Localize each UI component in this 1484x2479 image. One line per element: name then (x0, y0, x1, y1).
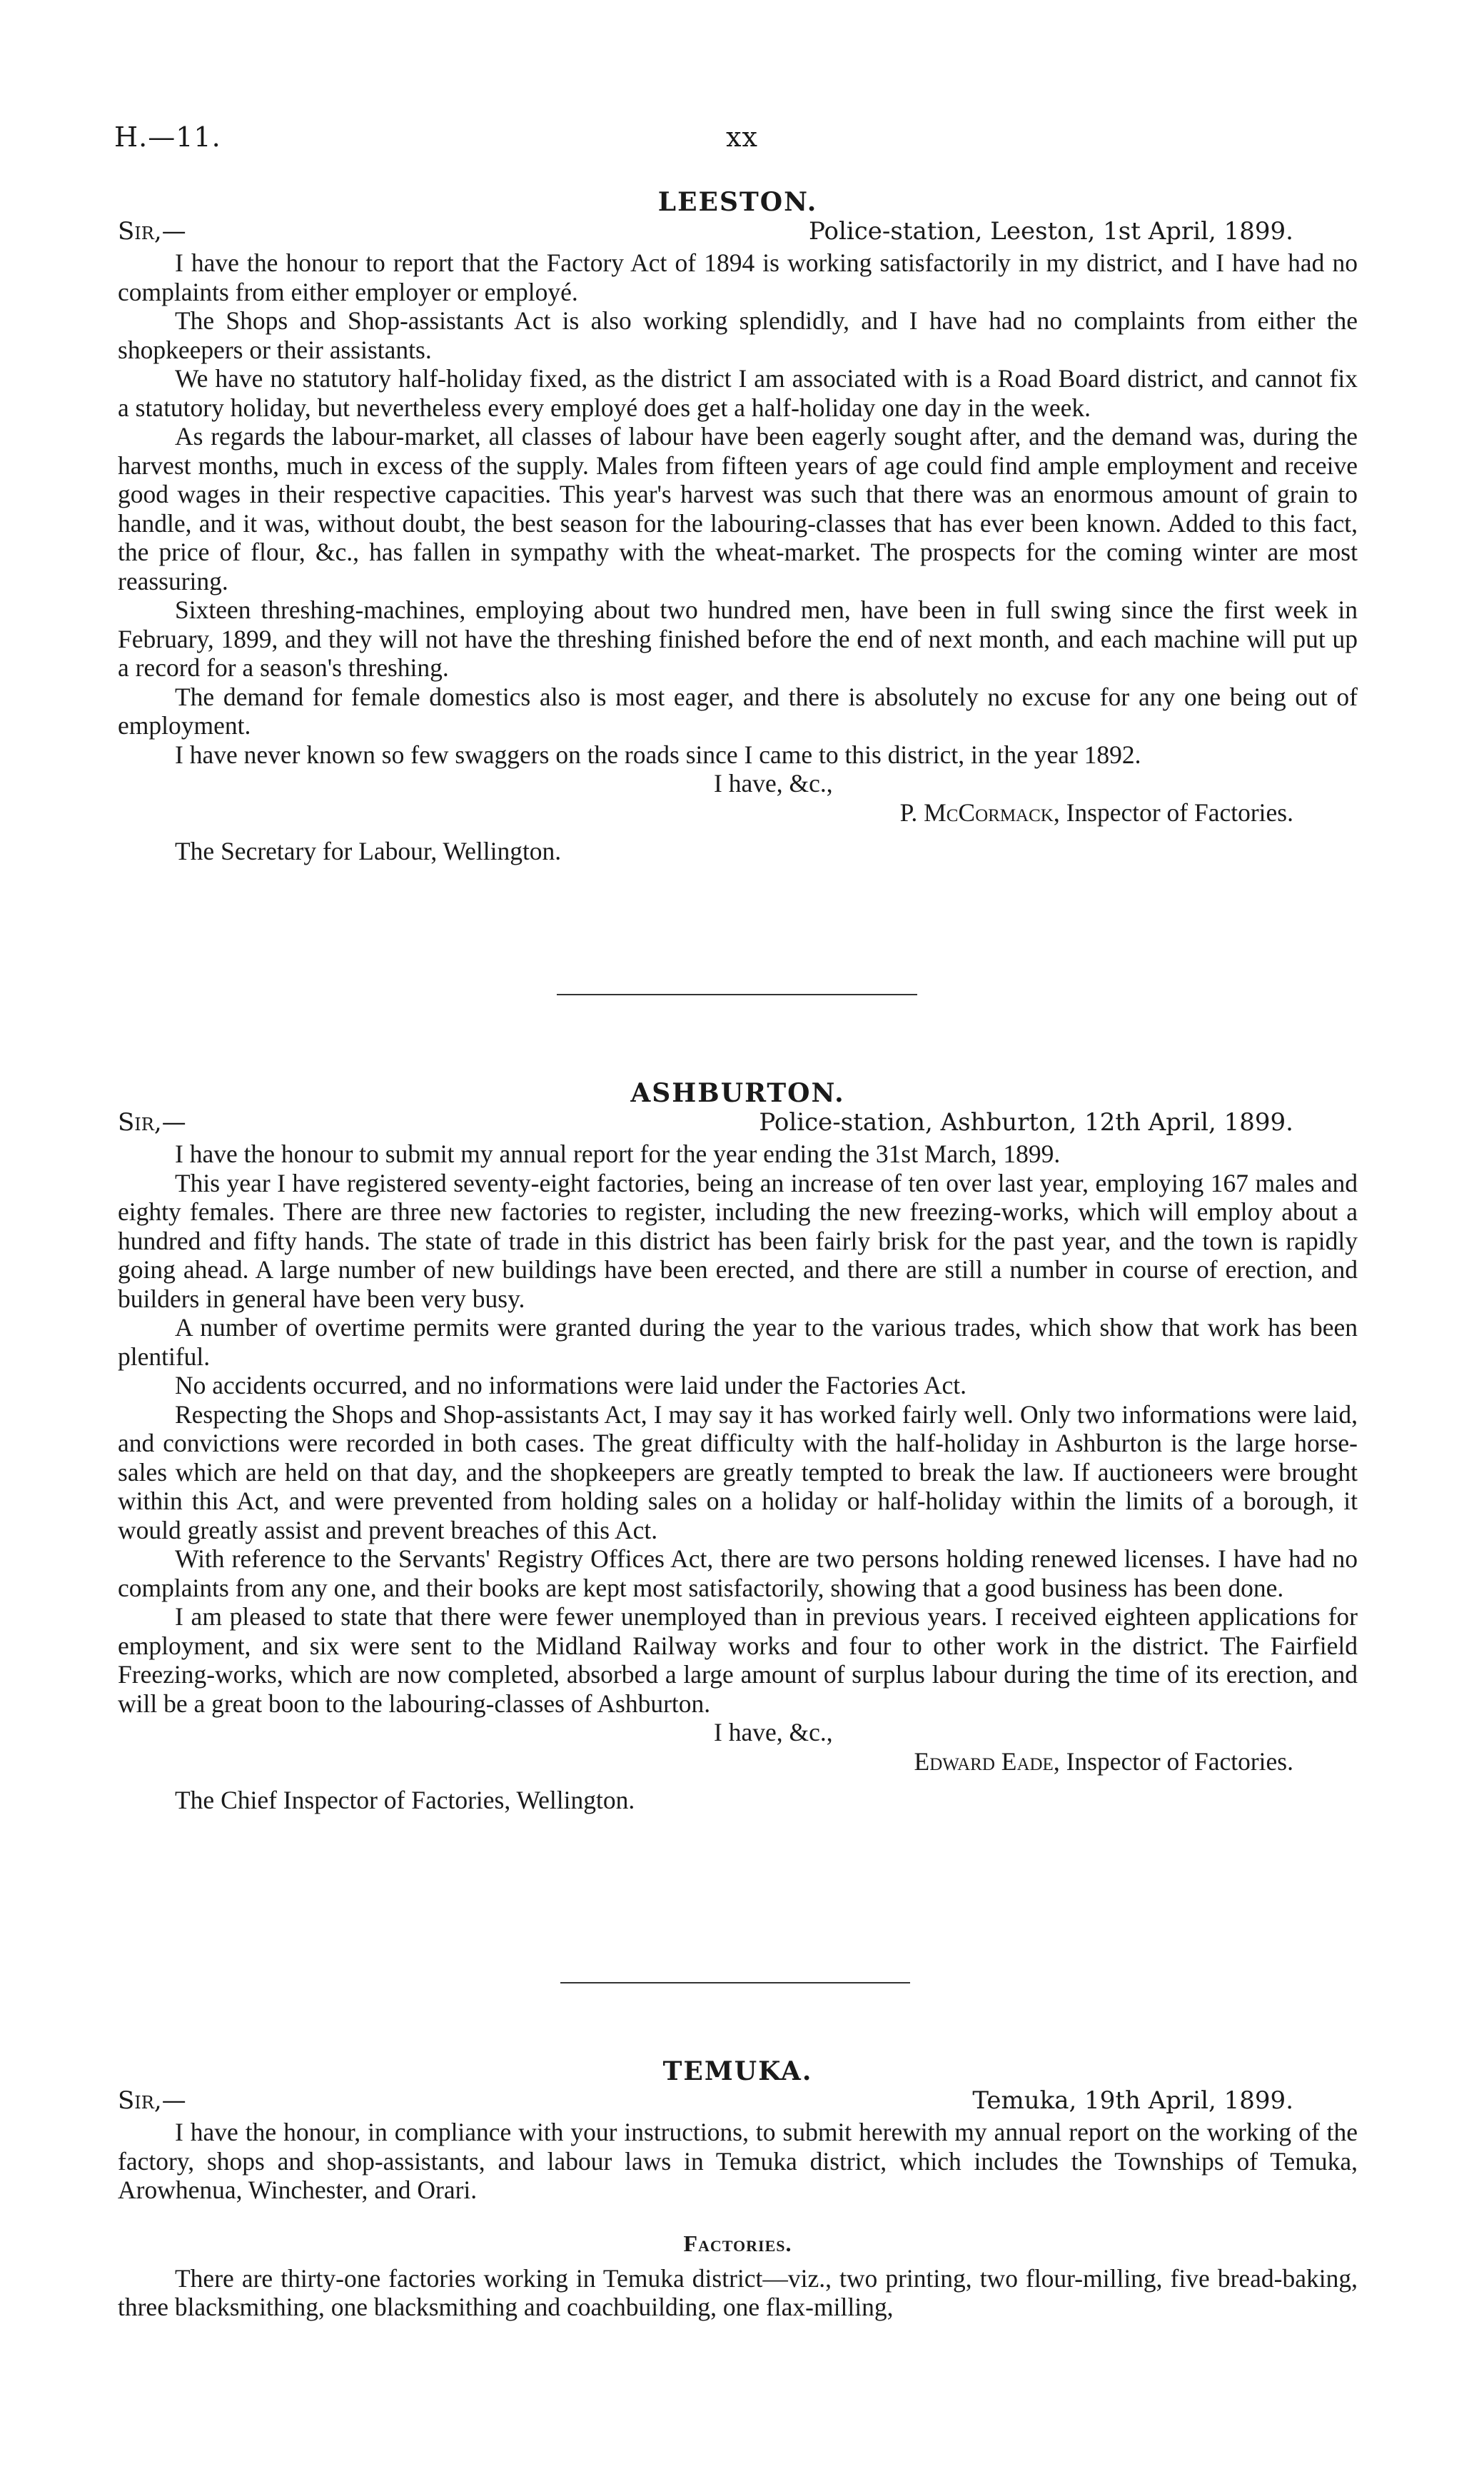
salutation: Sir,— (118, 1108, 186, 1137)
salutation-line (118, 1108, 1358, 1140)
paragraph: The demand for female domestics also is most eager, and there is absolutely no excuse for any one being out of employment. (118, 682, 1358, 740)
paragraph: I have never known so few swaggers on the roads since I came to this district, in the year 1892. (175, 740, 1141, 769)
salutation-line (118, 217, 1358, 248)
page-reference: H.—11. (114, 121, 221, 153)
dateline: Temuka, 19th April, 1899. (972, 2086, 1293, 2115)
signature-line (118, 1747, 1358, 1776)
signer-name: Edward Eade, (914, 1746, 1060, 1776)
leeston-report (118, 187, 1358, 866)
closing: I have, &c., (714, 769, 833, 798)
paragraph: A number of overtime permits were granted during the year to the various trades, which show that work has been plentiful. (118, 1313, 1358, 1371)
ashburton-report (118, 1078, 1358, 1815)
paragraph: With reference to the Servants' Registry Offices Act, there are two persons holding renewed licenses. I have had no complaints from any one, and their books are kept most satisfactorily, showing that a good business has been done. (118, 1544, 1358, 1602)
paragraph: There are thirty-one factories working in Temuka district—viz., two printing, two flour-milling, five bread-baking, three blacksmithing, one blacksmithing and coachbuilding, one flax-milling, (118, 2263, 1358, 2321)
paragraph: Sixteen threshing-machines, employing about two hundred men, have been in full swing since the first week in February, 1899, and they will not have the threshing finished before the end of next month, and each machine will put up a record for a season's threshing. (118, 595, 1358, 682)
paragraph: I have the honour, in compliance with your instructions, to submit herewith my annual report on the working of the factory, shops and shop-assistants, and labour laws in Temuka district, which includes the Townships of Temuka, Arowhenua, Winchester, and Orari. (118, 2118, 1358, 2204)
salutation: Sir,— (118, 2086, 186, 2115)
section-divider (557, 994, 917, 995)
signature-line (118, 798, 1358, 828)
salutation: Sir,— (118, 217, 186, 246)
dateline: Police-station, Leeston, 1st April, 1899. (808, 217, 1293, 246)
salutation-line (118, 2086, 1358, 2118)
paragraph: We have no statutory half-holiday fixed, as the district I am associated with is a Road Board district, and cannot fix a statutory holiday, but nevertheless every employé does get a half-holiday one day in the week. (118, 364, 1358, 422)
section-title: TEMUKA. (662, 2056, 813, 2086)
paragraph: Respecting the Shops and Shop-assistants Act, I may say it has worked fairly well. Only two informations were laid, and convictions were recorded in both cases. The great difficulty with the half-holiday in Ashburton is the large horse-sales which are held on that day, and the shopkeepers are greatly tempted to break the law. If auctioneers were brought within this Act, and were prevented from holding sales on a holiday or half-holiday within the limits of a borough, it would greatly assist and prevent breaches of this Act. (118, 1399, 1358, 1544)
section-divider (560, 1982, 910, 1983)
temuka-report (118, 2056, 1358, 2322)
report-body (118, 1140, 1358, 1718)
report-body (118, 2118, 1358, 2205)
addressee: The Secretary for Labour, Wellington. (175, 837, 562, 865)
signer-name: P. McCormack, (899, 798, 1060, 827)
subheading: Factories. (683, 2230, 792, 2256)
paragraph: This year I have registered seventy-eight factories, being an increase of ten over last year, employing 167 males and eighty females. There are three new factories to register, including the new freezing-works, which will employ about a hundred and fifty hands. The state of trade in this district has been fairly brisk for the past year, and the town is rapidly going ahead. A large number of new buildings have been erected, and there are still a number in course of erection, and builders in general have been very busy. (118, 1168, 1358, 1313)
paragraph: The Shops and Shop-assistants Act is also working splendidly, and I have had no complaints from either the shopkeepers or their assistants. (118, 306, 1358, 364)
signer-title: Inspector of Factories. (1066, 798, 1293, 827)
signer-title: Inspector of Factories. (1066, 1746, 1293, 1776)
section-title: LEESTON. (657, 187, 818, 217)
report-body (118, 248, 1358, 769)
paragraph: No accidents occurred, and no informations were laid under the Factories Act. (175, 1371, 966, 1399)
dateline: Police-station, Ashburton, 12th April, 1899. (759, 1108, 1293, 1137)
closing: I have, &c., (714, 1718, 833, 1746)
paragraph: I have the honour to submit my annual report for the year ending the 31st March, 1899. (175, 1140, 1061, 1168)
paragraph: I have the honour to report that the Factory Act of 1894 is working satisfactorily in my district, and I have had no complaints from either employer or employé. (118, 248, 1358, 306)
paragraph: I am pleased to state that there were fewer unemployed than in previous years. I received eighteen applications for employment, and six were sent to the Midland Railway works and four to other work in the district. The Fairfield Freezing-works, which are now completed, absorbed a large amount of surplus labour during the time of its erection, and will be a great boon to the labouring-classes of Ashburton. (118, 1602, 1358, 1718)
factories-body (118, 2264, 1358, 2322)
paragraph: As regards the labour-market, all classes of labour have been eagerly sought after, and the demand was, during the harvest months, much in excess of the supply. Males from fifteen years of age could find ample employment and receive good wages in their respective capacities. This year's harvest was such that there was an enormous amount of grain to handle, and it was, without doubt, the best season for the labouring-classes that has ever been known. Added to this fact, the price of flour, &c., has fallen in sympathy with the wheat-market. The prospects for the coming winter are most reassuring. (118, 422, 1358, 595)
addressee: The Chief Inspector of Factories, Wellington. (175, 1786, 635, 1814)
section-title: ASHBURTON. (630, 1078, 845, 1108)
page-number: xx (726, 121, 758, 153)
